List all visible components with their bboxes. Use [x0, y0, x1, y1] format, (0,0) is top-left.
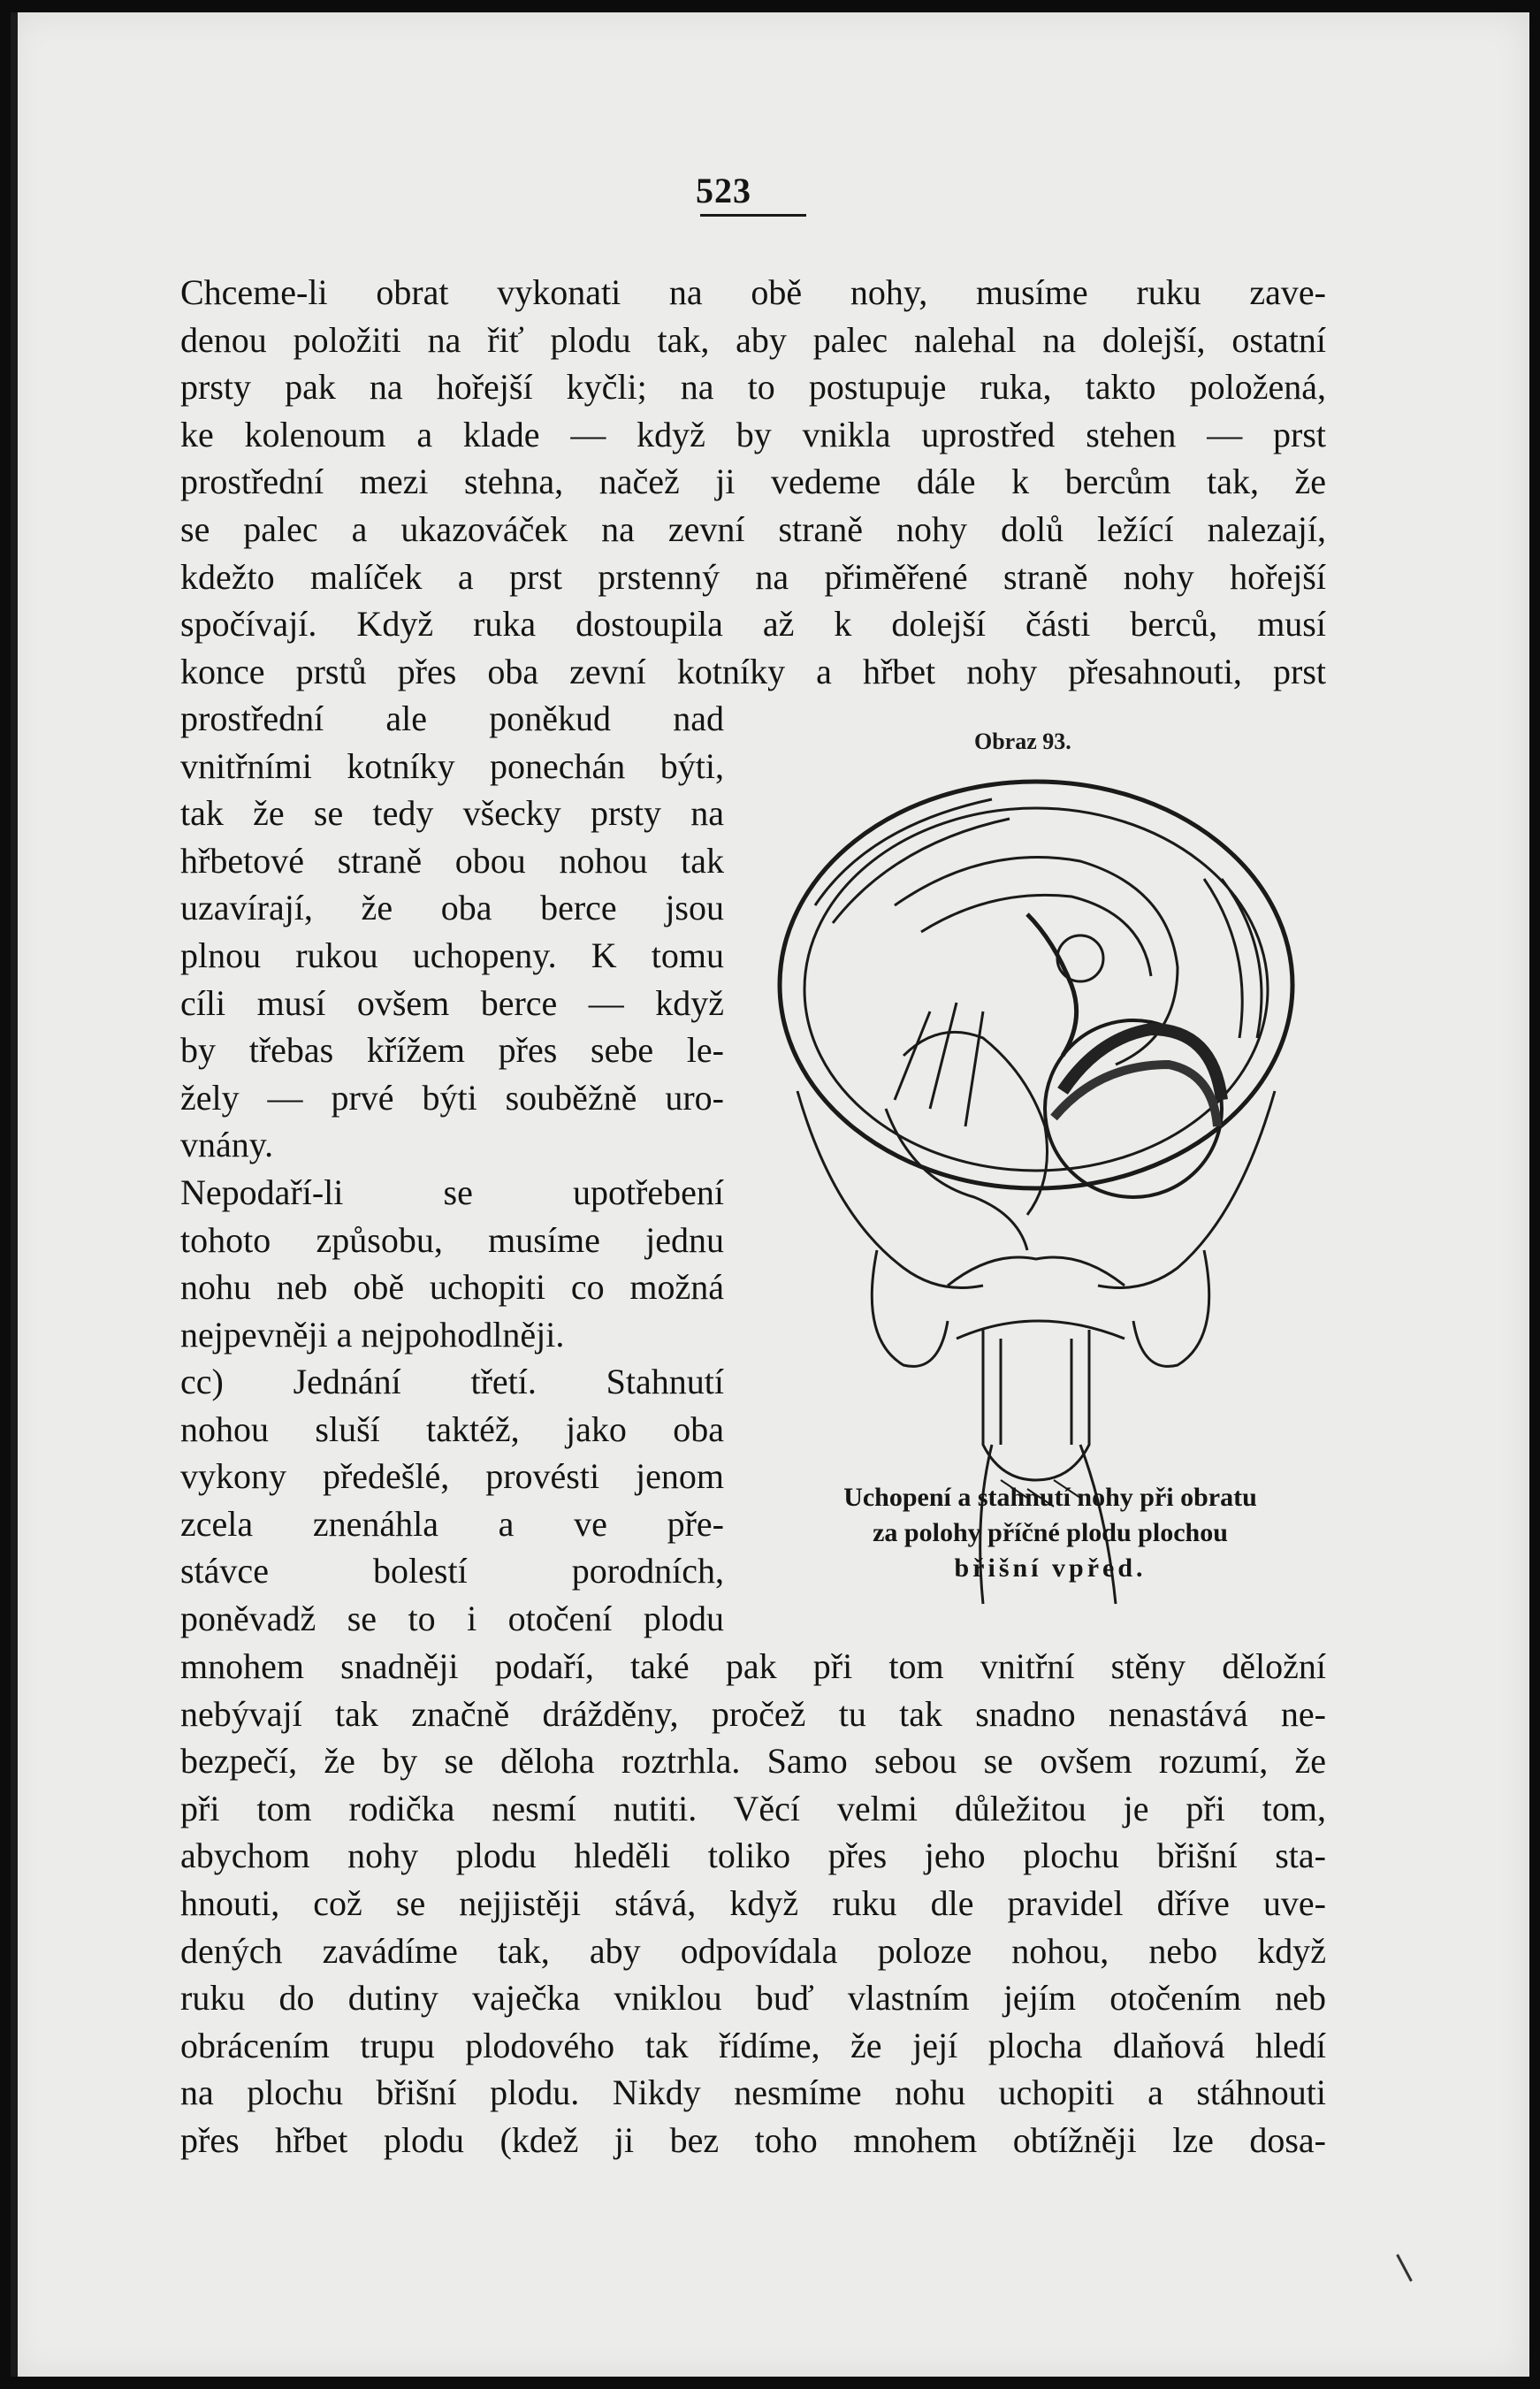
- text-line: prsty pak na hořejší kyčli; na to postupuje ruka, takto položená,: [180, 367, 1326, 408]
- text-line: plnou rukou uchopeny. K tomu: [180, 935, 724, 975]
- text-line: konce prstů přes oba zevní kotníky a hřbet nohy přesahnouti, prst: [180, 651, 1326, 691]
- text-line: vnitřními kotníky ponechán býti,: [180, 745, 724, 786]
- text-line: dených zavádíme tak, aby odpovídala poloze nohou, nebo když: [180, 1930, 1326, 1971]
- text-line: vykony předešlé, provésti jenom: [180, 1456, 724, 1497]
- text-line: cíli musí ovšem berce — když: [180, 982, 724, 1023]
- text-line: vnány.: [180, 1125, 274, 1165]
- text-line: na plochu břišní plodu. Nikdy nesmíme nohu uchopiti a stáhnouti: [180, 2072, 1326, 2113]
- text-line: nohu neb obě uchopiti co možná: [180, 1267, 724, 1308]
- text-line: denou položiti na řiť plodu tak, aby palec nalehal na dolejší, ostatní: [180, 319, 1326, 360]
- text-line: tak že se tedy všecky prsty na: [180, 793, 724, 834]
- text-line: kdežto malíček a prst prstenný na přiměřené straně nohy hořejší: [180, 556, 1326, 597]
- text-line: se palec a ukazováček na zevní straně nohy dolů ležící nalezají,: [180, 508, 1326, 549]
- text-line: abychom nohy plodu hleděli toliko přes jeho plochu břišní sta-: [180, 1836, 1326, 1876]
- text-line: ke kolenoum a klade — když by vnikla uprostřed stehen — prst: [180, 414, 1326, 454]
- text-line: tohoto způsobu, musíme jednu: [180, 1219, 724, 1260]
- text-line: bezpečí, že by se děloha roztrhla. Samo sebou se ovšem rozumí, že: [180, 1741, 1326, 1782]
- page-number: 523: [696, 171, 751, 210]
- paragraph-2: [180, 1169, 724, 1358]
- text-line: nohou sluší taktéž, jako oba: [180, 1408, 724, 1449]
- paragraph-1-narrow: [180, 695, 724, 1169]
- paragraph-3-narrow: [180, 1358, 724, 1643]
- text-line: přes hřbet plodu (kdež ji bez toho mnohem obtížněji lze dosa-: [180, 2119, 1326, 2160]
- text-line: mnohem snadněji podaří, také pak při tom vnitřní stěny děložní: [180, 1646, 1326, 1686]
- paragraph-3-full: [180, 1643, 1326, 2164]
- text-line: nebývají tak značně drážděny, pročež tu tak snadno nenastává ne-: [180, 1693, 1326, 1734]
- text-line: hnouti, což se nejjistěji stává, když ruku dle pravidel dříve uve-: [180, 1882, 1326, 1923]
- text-line: by třebas křížem přes sebe le-: [180, 1030, 724, 1071]
- text-line: uzavírají, že oba berce jsou: [180, 888, 724, 928]
- figure-label: Obraz 93.: [974, 729, 1071, 754]
- margin-mark: [1396, 2254, 1413, 2281]
- figure-caption-line: za polohy příčné plodu plochou: [873, 1518, 1228, 1547]
- text-line: prostřední ale poněkud nad: [180, 698, 724, 738]
- page-number-rule: [700, 214, 806, 217]
- figure-caption: [764, 1480, 1337, 1586]
- text-line: obrácením trupu plodového tak řídíme, že její plocha dlaňová hledí: [180, 2025, 1326, 2065]
- text-line: prostřední mezi stehna, načež ji vedeme dále k bercům tak, že: [180, 462, 1326, 502]
- text-line: spočívají. Když ruka dostoupila až k dolejší části berců, musí: [180, 604, 1326, 645]
- figure-caption-line: břišní vpřed.: [954, 1553, 1147, 1583]
- text-line: cc) Jednání třetí. Stahnutí: [180, 1362, 724, 1401]
- book-page: [11, 12, 1529, 2377]
- figure-caption-line: Uchopení a stahnutí nohy při obratu: [843, 1483, 1257, 1512]
- text-line: nejpevněji a nejpohodlněji.: [180, 1314, 565, 1355]
- page-gutter: [11, 12, 18, 2377]
- text-line: ruku do dutiny vaječka vniklou buď vlastním jejím otočením neb: [180, 1978, 1326, 2019]
- text-line: Chceme-li obrat vykonati na obě nohy, musíme ruku zave-: [180, 272, 1326, 312]
- text-line: zcela znenáhla a ve pře-: [180, 1503, 724, 1544]
- paragraph-1: [180, 269, 1326, 695]
- text-line: při tom rodička nesmí nutiti. Věcí velmi důležitou je při tom,: [180, 1788, 1326, 1828]
- text-line: stávce bolestí porodních,: [180, 1551, 724, 1591]
- text-line: poněvadž se to i otočení plodu: [180, 1598, 724, 1638]
- text-line: Nepodaří-li se upotřebení: [180, 1172, 724, 1212]
- text-line: hřbetové straně obou nohou tak: [180, 840, 724, 881]
- text-line: žely — prvé býti souběžně uro-: [180, 1077, 724, 1118]
